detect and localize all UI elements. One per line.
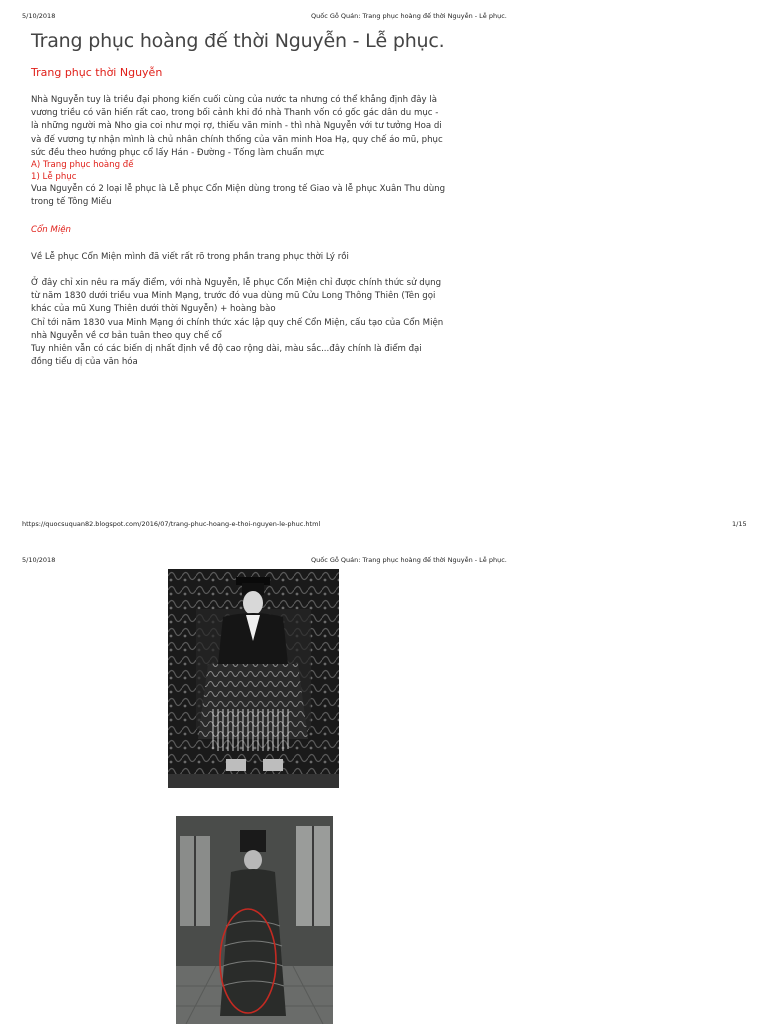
con-mien-heading: Cổn Miện [31,225,71,235]
details-line: khác của mũ Xung Thiên dưới thời Nguyễn) + hoàng bào [31,304,276,315]
post-subtitle: Trang phục thời Nguyễn [31,66,163,79]
header-date: 5/10/2018 [22,556,56,564]
footer-page-number: 1/15 [732,520,747,528]
emperor-seated-photo [168,569,339,788]
details-line: Ở đây chỉ xin nêu ra mấy điểm, với nhà Nguyễn, lễ phục Cổn Miện chỉ được chính thức sử dụng [31,278,442,288]
intro-paragraph [31,94,476,209]
header-title: Quốc Gỗ Quán: Trang phục hoàng đế thời Nguyễn - Lễ phục. [311,12,507,20]
emperor-standing-illustration [176,816,333,1024]
header-title: Quốc Gỗ Quán: Trang phục hoàng đế thời Nguyễn - Lễ phục. [311,556,507,564]
intro-line: và đế vương tự nhận mình là chủ nhân chính thống của văn minh Hoa Hạ, quy chế áo mũ, phục [31,134,443,145]
intro-line: vương triều có văn hiến rất cao, trong bối cảnh khi đó nhà Thanh vốn có gốc gác dân du mục - [31,108,439,119]
details-paragraph [31,277,476,369]
le-phuc-line: trong tế Tông Miếu [31,197,112,208]
intro-line: là những người mà Nho gia coi như mọi rợ, thiếu văn minh - thì nhà Nguyễn với tư tưởng Hoa di [31,121,442,132]
post-title: Trang phục hoàng đế thời Nguyễn - Lễ phục. [31,30,445,52]
header-date: 5/10/2018 [22,12,56,20]
details-line: nhà Nguyễn về cơ bản tuân theo quy chế cổ [31,330,222,341]
footer-url: https://quocsuquan82.blogspot.com/2016/07/trang-phuc-hoang-e-thoi-nguyen-le-phuc.html [22,520,321,528]
intro-line: Nhà Nguyễn tuy là triều đại phong kiến cuối cùng của nước ta nhưng có thể khẳng định đây là [31,95,437,105]
emperor-standing-photo [176,816,333,1024]
page-header-2 [0,556,768,572]
con-mien-intro: Về Lễ phục Cổn Miện mình đã viết rất rõ trong phần trang phục thời Lý rồi [31,252,349,262]
details-line: Chỉ tới năm 1830 vua Minh Mạng ới chính thức xác lập quy chế Cổn Miện, cấu tạo của Cổn Miện [31,317,444,328]
section-a-heading: A) Trang phục hoàng đế [31,160,134,171]
details-line: đồng tiểu dị của văn hóa [31,357,138,368]
section-1-heading: 1) Lễ phục [31,172,77,183]
page-header [0,12,768,28]
details-line: từ năm 1830 dưới triều vua Minh Mạng, trước đó vua dùng mũ Cửu Long Thông Thiên (Tên gọi [31,291,436,302]
emperor-seated-illustration [168,569,339,788]
intro-line: sức đều theo hướng phục cổ lấy Hán - Đường - Tống làm chuẩn mực [31,147,325,158]
details-line: Tuy nhiên vẫn có các biến dị nhất định về độ cao rộng dài, màu sắc...đây chính là điểm đại [31,344,422,355]
le-phuc-line: Vua Nguyễn có 2 loại lễ phục là Lễ phục Cổn Miện dùng trong tế Giao và lễ phục Xuân Thu dùng [31,184,446,195]
page-footer [0,520,768,534]
